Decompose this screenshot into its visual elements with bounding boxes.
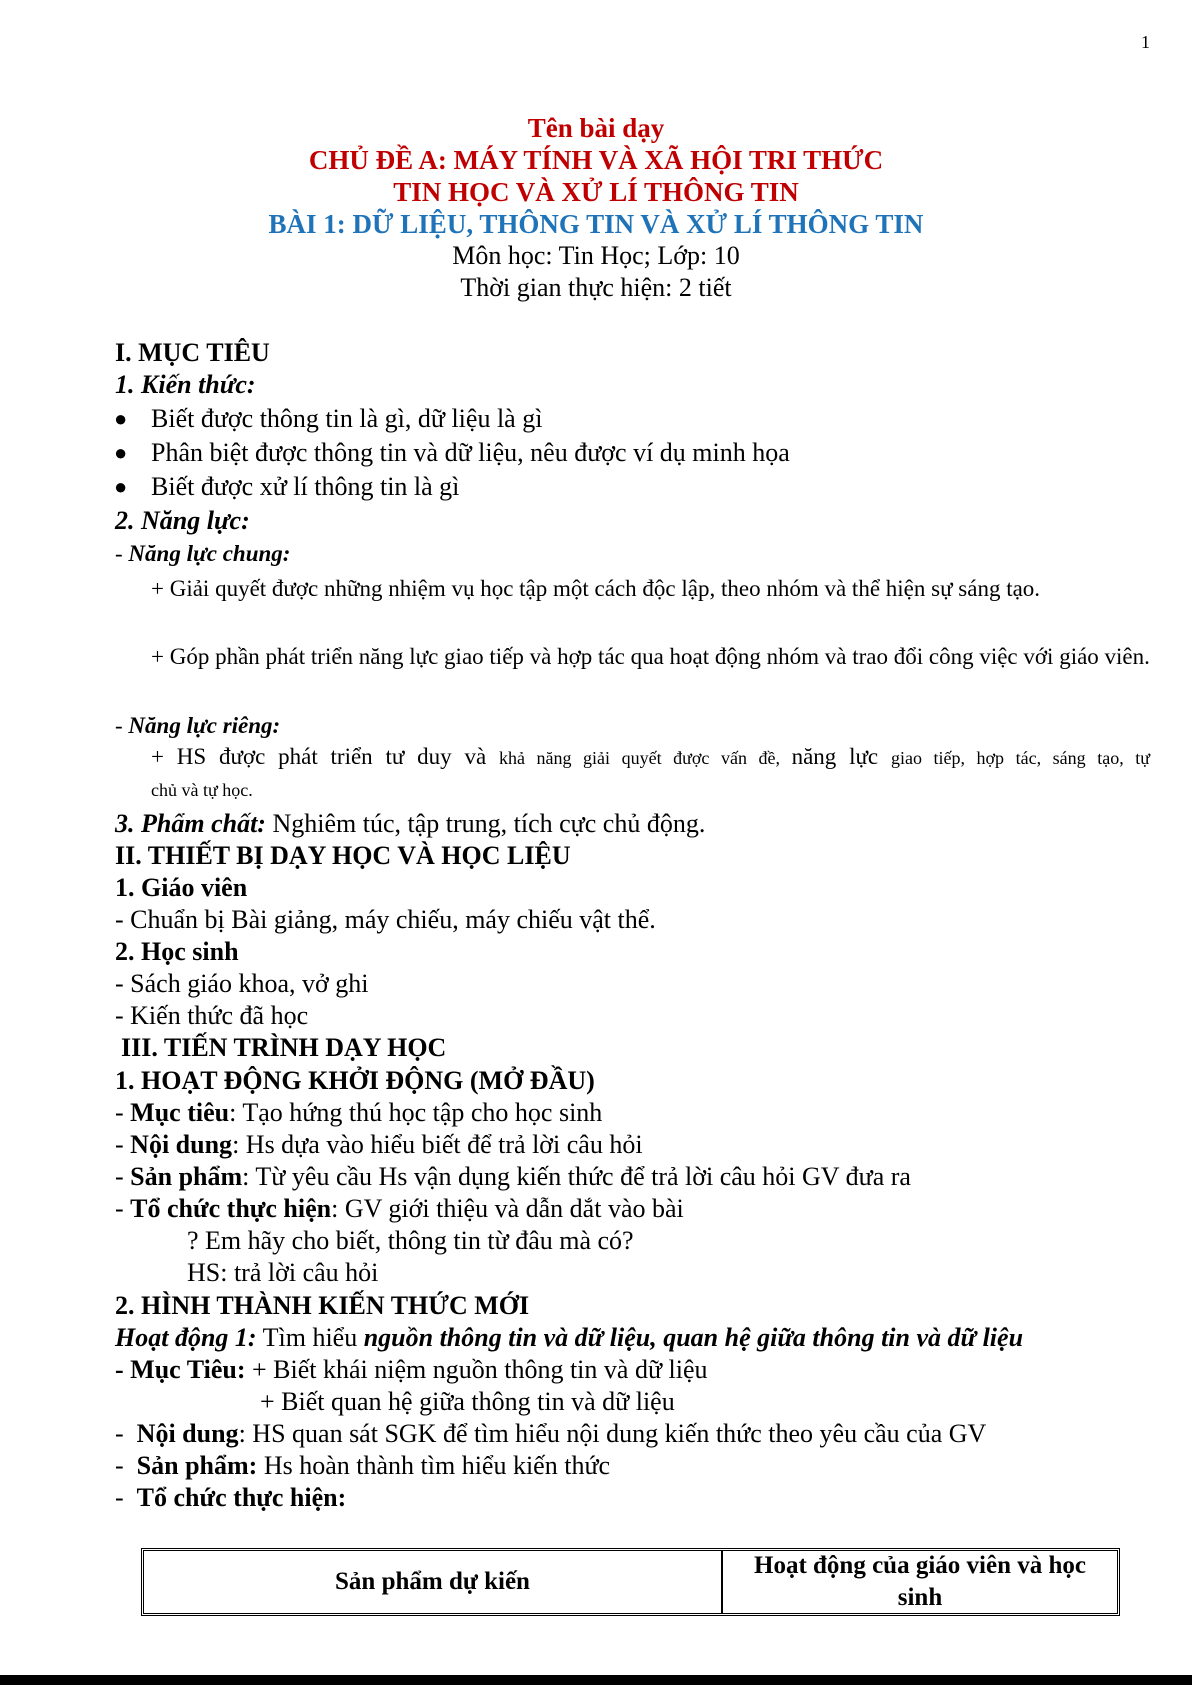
bullet-icon: ●: [114, 440, 128, 465]
content-line: - Nội dung: Hs dựa vào hiểu biết để trả lời câu hỏi: [115, 1130, 643, 1159]
table-header-activity: Hoạt động của giáo viên và học sinh: [754, 1552, 1086, 1611]
activity-table: [141, 1548, 1120, 1616]
organization2-line: - Tổ chức thực hiện:: [115, 1483, 347, 1512]
goal-line: - Mục tiêu: Tạo hứng thú học tập cho học sinh: [115, 1098, 603, 1127]
subject-grade: Môn học: Tin Học; Lớp: 10: [452, 241, 740, 270]
page-bottom-edge: [0, 1675, 1192, 1685]
student-heading: 2. Học sinh: [115, 937, 239, 966]
goal2-line: - Mục Tiêu: + Biết khái niệm nguồn thông tin và dữ liệu: [115, 1355, 708, 1384]
competence-heading: 2. Năng lực:: [115, 506, 250, 535]
section-3-heading: III. TIẾN TRÌNH DẠY HỌC: [121, 1033, 447, 1062]
general-competence-item: + Giải quyết được những nhiệm vụ học tập một cách độc lập, theo nhóm và thể hiện sự sáng tạo.: [151, 576, 1041, 601]
duration: Thời gian thực hiện: 2 tiết: [460, 273, 732, 302]
student-item: - Kiến thức đã học: [115, 1001, 309, 1030]
section-2-heading: II. THIẾT BỊ DẠY HỌC VÀ HỌC LIỆU: [115, 841, 571, 870]
specific-competence-item: + HS được phát triển tư duy và khả năng giải quyết được vấn đề, năng lực giao tiếp, hợp tác, sáng tạo, tự: [151, 744, 1151, 769]
activity-2-heading: 2. HÌNH THÀNH KIẾN THỨC MỚI: [115, 1291, 530, 1320]
knowledge-item: Phân biệt được thông tin và dữ liệu, nêu được ví dụ minh họa: [151, 438, 790, 467]
quality-line: 3. Phẩm chất: Nghiêm túc, tập trung, tích cực chủ động.: [115, 809, 706, 838]
knowledge-item: Biết được xử lí thông tin là gì: [151, 472, 460, 501]
student-item: - Sách giáo khoa, vở ghi: [115, 969, 369, 998]
knowledge-item: Biết được thông tin là gì, dữ liệu là gì: [151, 404, 543, 433]
product-line: - Sản phẩm: Từ yêu cầu Hs vận dụng kiến thức để trả lời câu hỏi GV đưa ra: [115, 1162, 911, 1191]
question-line: ? Em hãy cho biết, thông tin từ đâu mà có?: [187, 1226, 634, 1255]
table-header-product: Sản phẩm dự kiến: [335, 1568, 530, 1595]
specific-competence-item-cont: chủ và tự học.: [151, 780, 253, 800]
knowledge-heading: 1. Kiến thức:: [115, 370, 256, 399]
page-number: 1: [1141, 32, 1150, 52]
goal2-line-cont: + Biết quan hệ giữa thông tin và dữ liệu: [260, 1387, 675, 1416]
subtopic-title: TIN HỌC VÀ XỬ LÍ THÔNG TIN: [393, 177, 799, 207]
teacher-heading: 1. Giáo viên: [115, 873, 248, 902]
hoat-dong-1-line: Hoạt động 1: Tìm hiểu nguồn thông tin và dữ liệu, quan hệ giữa thông tin và dữ liệu: [115, 1323, 1024, 1352]
activity-1-heading: 1. HOẠT ĐỘNG KHỞI ĐỘNG (MỞ ĐẦU): [115, 1066, 595, 1095]
general-competence-item: + Góp phần phát triển năng lực giao tiếp và hợp tác qua hoạt động nhóm và trao đổi công việc với giáo viên.: [151, 644, 1150, 669]
general-competence-heading: - Năng lực chung:: [115, 541, 291, 566]
content2-line: - Nội dung: HS quan sát SGK để tìm hiểu nội dung kiến thức theo yêu cầu của GV: [115, 1419, 987, 1448]
lesson-title: BÀI 1: DỮ LIỆU, THÔNG TIN VÀ XỬ LÍ THÔNG TIN: [268, 209, 924, 239]
product2-line: - Sản phẩm: Hs hoàn thành tìm hiểu kiến thức: [115, 1451, 611, 1480]
organization-line: - Tổ chức thực hiện: GV giới thiệu và dẫn dắt vào bài: [115, 1194, 684, 1223]
bullet-icon: ●: [114, 406, 128, 431]
section-1-heading: I. MỤC TIÊU: [115, 338, 270, 367]
answer-line: HS: trả lời câu hỏi: [187, 1258, 379, 1287]
specific-competence-heading: - Năng lực riêng:: [115, 713, 281, 738]
topic-title: CHỦ ĐỀ A: MÁY TÍNH VÀ XÃ HỘI TRI THỨC: [308, 145, 884, 175]
bullet-icon: ●: [114, 474, 128, 499]
lesson-label: Tên bài dạy: [527, 113, 665, 143]
teacher-item: - Chuẩn bị Bài giảng, máy chiếu, máy chiếu vật thể.: [115, 905, 656, 934]
